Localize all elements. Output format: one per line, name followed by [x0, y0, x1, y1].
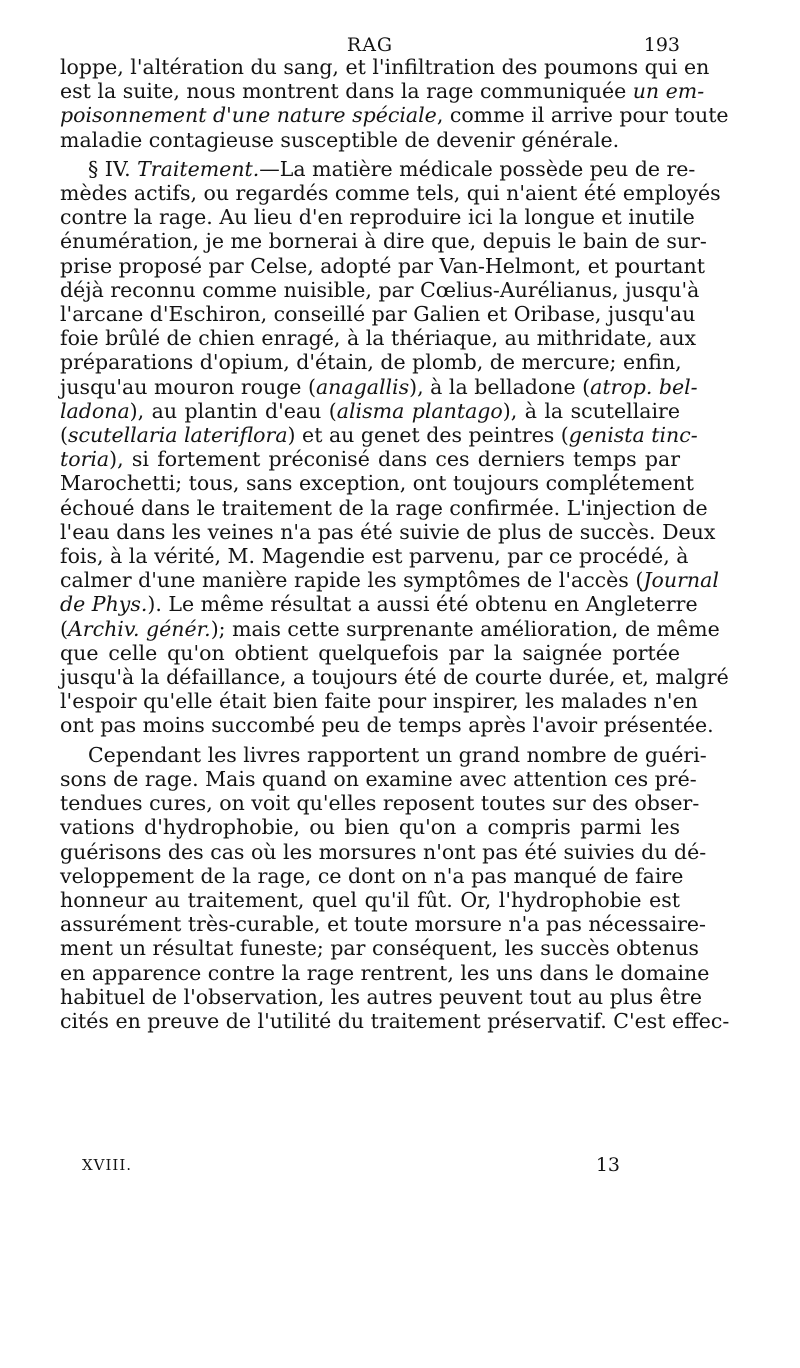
text-line: guérisons des cas où les morsures n'ont pas été suivies du dé-	[60, 839, 707, 864]
text-line: jusqu'au mouron rouge (anagallis), à la belladone (atrop. bel-	[60, 374, 698, 399]
text-line: échoué dans le traitement de la rage confirmée. L'injection de	[60, 495, 708, 520]
page-number: 193	[643, 34, 680, 56]
text-line: (scutellaria lateriflora) et au genet des peintres (genista tinc-	[60, 423, 698, 448]
text-line: Cependant les livres rapportent un grand nombre de guéri-	[88, 742, 707, 767]
text-line: toria), si fortement préconisé dans ces derniers temps par	[60, 447, 680, 472]
text-line: poisonnement d'une nature spéciale, comme il arrive pour toute	[60, 103, 729, 128]
text-line: loppe, l'altération du sang, et l'infiltration des poumons qui en	[60, 55, 710, 79]
running-title: RAG	[346, 34, 394, 56]
text-line: sons de rage. Mais quand on examine avec attention ces pré-	[60, 766, 697, 791]
text-line: prise proposé par Celse, adopté par Van-Helmont, et pourtant	[60, 253, 705, 278]
text-line: calmer d'une manière rapide les symptômes de l'accès (Journal	[60, 568, 719, 593]
text-line: vations d'hydrophobie, ou bien qu'on a compris parmi les	[60, 815, 680, 840]
page-footer	[60, 1152, 680, 1182]
text-line: assurément très-curable, et toute morsure n'a pas nécessaire-	[60, 912, 706, 937]
sheet-number: 13	[595, 1154, 620, 1176]
text-line: en apparence contre la rage rentrent, les uns dans le domaine	[60, 960, 710, 985]
text-line: honneur au traitement, quel qu'il fût. Or, l'hydrophobie est	[60, 887, 680, 912]
text-line: cités en preuve de l'utilité du traitement préservatif. C'est effec-	[60, 1008, 730, 1033]
text-line: préparations d'opium, d'étain, de plomb, de mercure; enfin,	[60, 350, 682, 375]
text-line: tendues cures, on voit qu'elles reposent toutes sur des obser-	[60, 791, 700, 816]
text-line: contre la rage. Au lieu d'en reproduire ici la longue et inutile	[60, 205, 695, 230]
body-text	[60, 55, 730, 1033]
text-line: ment un résultat funeste; par conséquent, les succès obtenus	[60, 936, 699, 961]
signature-mark: XVIII.	[82, 1156, 133, 1174]
text-line: énumération, je me bornerai à dire que, depuis le bain de sur-	[60, 229, 707, 254]
text-line: que celle qu'on obtient quelquefois par la saignée portée	[60, 640, 680, 665]
text-line: l'arcane d'Eschiron, conseillé par Galien et Oribase, jusqu'au	[60, 302, 696, 327]
text-line: Marochetti; tous, sans exception, ont toujours complétement	[60, 471, 695, 496]
text-line: foie brûlé de chien enragé, à la thériaque, au mithridate, aux	[60, 326, 697, 351]
text-line: déjà reconnu comme nuisible, par Cœlius-Aurélianus, jusqu'à	[60, 277, 700, 302]
text-line: maladie contagieuse susceptible de devenir générale.	[60, 127, 620, 152]
text-line: mèdes actifs, ou regardés comme tels, qui n'aient été employés	[60, 181, 721, 206]
text-line: jusqu'à la défaillance, a toujours été de courte durée, et, malgré	[60, 665, 729, 690]
text-line: (Archiv. génér.); mais cette surprenante amélioration, de même	[60, 616, 720, 641]
text-line: l'eau dans les veines n'a pas été suivie de plus de succès. Deux	[60, 519, 716, 544]
text-line: l'espoir qu'elle était bien faite pour inspirer, les malades n'en	[60, 689, 698, 714]
section-heading-line: § IV. Traitement.—La matière médicale possède peu de re-	[88, 156, 696, 181]
text-line: ladona), au plantin d'eau (alisma plantago), à la scutellaire	[60, 398, 680, 423]
text-line: fois, à la vérité, M. Magendie est parvenu, par ce procédé, à	[60, 544, 689, 569]
text-line: veloppement de la rage, ce dont on n'a pas manqué de faire	[60, 863, 684, 888]
text-line: est la suite, nous montrent dans la rage communiquée un em-	[60, 79, 705, 104]
text-line: de Phys.). Le même résultat a aussi été obtenu en Angleterre	[60, 592, 698, 617]
text-line: ont pas moins succombé peu de temps après l'avoir présentée.	[60, 713, 714, 738]
text-line: habituel de l'observation, les autres peuvent tout au plus être	[60, 984, 702, 1009]
